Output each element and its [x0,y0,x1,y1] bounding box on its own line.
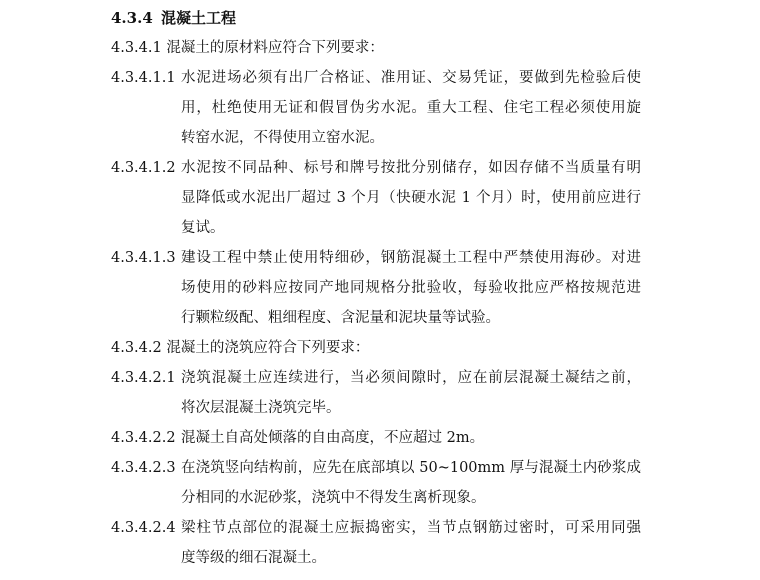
section-number: 4.3.4 [111,9,153,27]
section-title: 混凝土工程 [161,9,237,27]
clause-text-line: 将次层混凝土浇筑完毕。 [181,400,341,416]
clause-text-line: 水泥进场必须有出厂合格证、准用证、交易凭证，要做到先检验后使 [181,70,641,86]
clause-text-line: 用，杜绝使用无证和假冒伪劣水泥。重大工程、住宅工程必须使用旋 [181,100,641,116]
clause-text-line: 混凝土自高处倾落的自由高度，不应超过 2m。 [181,430,485,446]
clause-text-line: 水泥按不同品种、标号和牌号按批分别储存，如因存储不当质量有明 [181,160,641,176]
clause-text-line: 分相同的水泥砂浆，浇筑中不得发生离析现象。 [181,490,486,506]
clause-number: 4.3.4.2.4 [111,520,176,536]
clause-text-line: 显降低或水泥出厂超过 3 个月（快硬水泥 1 个月）时，使用前应进行 [181,190,641,206]
clause-text-line: 梁柱节点部位的混凝土应振捣密实，当节点钢筋过密时，可采用同强 [181,520,641,536]
clause-text-line: 行颗粒级配、粗细程度、含泥量和泥块量等试验。 [181,310,500,326]
subsection-heading: 4.3.4.2 混凝土的浇筑应符合下列要求： [111,340,370,356]
clause-text-line: 场使用的砂料应按同产地同规格分批验收，每验收批应严格按规范进 [181,280,641,296]
clause-text-line: 浇筑混凝土应连续进行，当必须间隙时，应在前层混凝土凝结之前， [181,370,641,386]
clause-number: 4.3.4.2.1 [111,370,176,386]
clause-text-line: 复试。 [181,220,225,236]
clause-number: 4.3.4.1.1 [111,70,176,86]
clause-number: 4.3.4.2.2 [111,430,176,446]
subsection-heading: 4.3.4.1 混凝土的原材料应符合下列要求： [111,40,384,56]
clause-number: 4.3.4.2.3 [111,460,176,476]
clause-text-line: 在浇筑竖向结构前，应先在底部填以 50~100mm 厚与混凝土内砂浆成 [181,460,641,476]
clause-text-line: 转窑水泥，不得使用立窑水泥。 [181,130,384,146]
section-heading [111,6,236,30]
clause-number: 4.3.4.1.2 [111,160,176,176]
clause-text-line: 建设工程中禁止使用特细砂，钢筋混凝土工程中严禁使用海砂。对进 [181,250,641,266]
clause-text-line: 度等级的细石混凝土。 [181,550,326,566]
clause-number: 4.3.4.1.3 [111,250,176,266]
